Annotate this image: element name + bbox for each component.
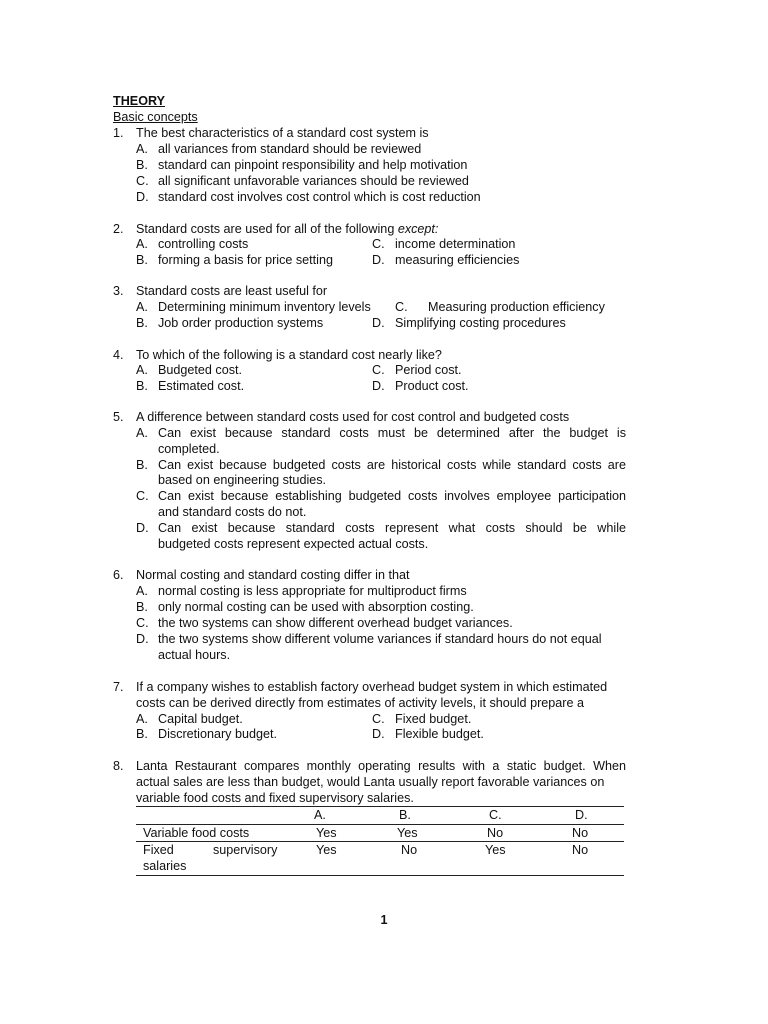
- table-cell: Yes: [316, 826, 337, 840]
- section-heading: THEORY: [113, 94, 166, 108]
- table-row-label: Variable food costs: [143, 826, 250, 840]
- option-letter: A.: [136, 712, 148, 726]
- option-d: Product cost.: [395, 379, 469, 393]
- option-b-line-1: Can exist because budgeted costs are historical costs while standard costs are: [158, 458, 626, 472]
- option-letter: A.: [136, 584, 148, 598]
- table-top-rule: [136, 806, 624, 807]
- option-c: Measuring production efficiency: [428, 300, 605, 314]
- table-row-label-line-2: salaries: [143, 859, 187, 873]
- option-letter: C.: [395, 300, 408, 314]
- option-letter: D.: [136, 190, 149, 204]
- option-c: the two systems can show different overhead budget variances.: [158, 616, 513, 630]
- option-letter: A.: [136, 426, 148, 440]
- question-number: 5.: [113, 410, 124, 424]
- question-text-line-2: costs can be derived directly from estimates of activity levels, it should prepare a: [136, 696, 584, 710]
- option-b: forming a basis for price setting: [158, 253, 333, 267]
- option-letter: D.: [136, 521, 149, 535]
- option-letter: D.: [372, 253, 385, 267]
- question-text: The best characteristics of a standard cost system is: [136, 126, 429, 140]
- table-row-label-word-1: Fixed: [143, 843, 174, 857]
- table-header-a: A.: [314, 808, 326, 822]
- question-text-line-2: actual sales are less than budget, would Lanta usually report favorable variances on: [136, 775, 605, 789]
- option-letter: B.: [136, 379, 148, 393]
- question-text: To which of the following is a standard cost nearly like?: [136, 348, 442, 362]
- table-bottom-rule: [136, 875, 624, 876]
- table-row-rule: [136, 841, 624, 842]
- option-c-line-1: Can exist because establishing budgeted costs involves employee participation: [158, 489, 626, 503]
- page-number: 1: [380, 913, 388, 927]
- option-letter: D.: [372, 727, 385, 741]
- option-d-line-2: actual hours.: [158, 648, 231, 662]
- option-c: all significant unfavorable variances should be reviewed: [158, 174, 469, 188]
- question-text-emphasis: except:: [397, 222, 439, 236]
- option-a: all variances from standard should be reviewed: [158, 142, 422, 156]
- option-letter: B.: [136, 727, 148, 741]
- option-d: Simplifying costing procedures: [395, 316, 566, 330]
- option-letter: D.: [372, 316, 385, 330]
- question-text-line-3: variable food costs and fixed supervisory salaries.: [136, 791, 414, 805]
- option-letter: A.: [136, 142, 148, 156]
- table-cell: Yes: [397, 826, 418, 840]
- question-text-line-1: If a company wishes to establish factory overhead budget system in which estimated: [136, 680, 608, 694]
- option-c-line-2: and standard costs do not.: [158, 505, 307, 519]
- option-letter: C.: [372, 712, 385, 726]
- table-cell: Yes: [485, 843, 506, 857]
- option-letter: C.: [136, 174, 149, 188]
- option-letter: B.: [136, 600, 148, 614]
- option-letter: C.: [372, 363, 385, 377]
- question-number: 1.: [113, 126, 124, 140]
- question-number: 8.: [113, 759, 124, 773]
- option-a: Capital budget.: [158, 712, 243, 726]
- option-letter: C.: [136, 616, 149, 630]
- question-text-main: Standard costs are used for all of the following: [136, 222, 398, 236]
- option-a: Determining minimum inventory levels: [158, 300, 371, 314]
- question-text: [136, 221, 438, 237]
- option-d-line-1: the two systems show different volume variances if standard hours do not equal: [158, 632, 602, 646]
- question-text: Standard costs are least useful for: [136, 284, 328, 298]
- table-header-d: D.: [575, 808, 588, 822]
- table-header-b: B.: [399, 808, 411, 822]
- table-row-label-word-2: supervisory: [213, 843, 278, 857]
- option-a: controlling costs: [158, 237, 249, 251]
- option-letter: B.: [136, 458, 148, 472]
- option-b-line-2: based on engineering studies.: [158, 473, 327, 487]
- option-d: measuring efficiencies: [395, 253, 520, 267]
- option-a: normal costing is less appropriate for multiproduct firms: [158, 584, 467, 598]
- option-letter: A.: [136, 300, 148, 314]
- option-c: Period cost.: [395, 363, 462, 377]
- option-b: Job order production systems: [158, 316, 324, 330]
- option-d: standard cost involves cost control which is cost reduction: [158, 190, 481, 204]
- question-number: 6.: [113, 568, 124, 582]
- question-number: 2.: [113, 222, 124, 236]
- option-d-line-1: Can exist because standard costs represent what costs should be while: [158, 521, 626, 535]
- option-d: Flexible budget.: [395, 727, 484, 741]
- option-letter: D.: [372, 379, 385, 393]
- table-cell: No: [572, 826, 589, 840]
- question-number: 7.: [113, 680, 124, 694]
- option-letter: B.: [136, 158, 148, 172]
- option-d-line-2: budgeted costs represent expected actual costs.: [158, 537, 429, 551]
- option-letter: B.: [136, 253, 148, 267]
- option-c: Fixed budget.: [395, 712, 472, 726]
- option-b: Discretionary budget.: [158, 727, 278, 741]
- option-letter: C.: [136, 489, 149, 503]
- option-letter: B.: [136, 316, 148, 330]
- option-b: standard can pinpoint responsibility and help motivation: [158, 158, 468, 172]
- option-a-line-1: Can exist because standard costs must be determined after the budget is: [158, 426, 626, 440]
- question-text: Normal costing and standard costing differ in that: [136, 568, 410, 582]
- question-number: 4.: [113, 348, 124, 362]
- table-cell: No: [401, 843, 418, 857]
- question-text: A difference between standard costs used for cost control and budgeted costs: [136, 410, 570, 424]
- question-number: 3.: [113, 284, 124, 298]
- table-cell: No: [572, 843, 589, 857]
- option-letter: A.: [136, 363, 148, 377]
- option-letter: D.: [136, 632, 149, 646]
- table-cell: No: [487, 826, 504, 840]
- option-a: Budgeted cost.: [158, 363, 243, 377]
- option-b: only normal costing can be used with absorption costing.: [158, 600, 474, 614]
- option-letter: A.: [136, 237, 148, 251]
- table-header-c: C.: [489, 808, 502, 822]
- option-letter: C.: [372, 237, 385, 251]
- section-subheading: Basic concepts: [113, 110, 198, 124]
- option-a-line-2: completed.: [158, 442, 220, 456]
- question-text-line-1: Lanta Restaurant compares monthly operating results with a static budget. When: [136, 759, 626, 773]
- option-b: Estimated cost.: [158, 379, 245, 393]
- table-cell: Yes: [316, 843, 337, 857]
- option-c: income determination: [395, 237, 516, 251]
